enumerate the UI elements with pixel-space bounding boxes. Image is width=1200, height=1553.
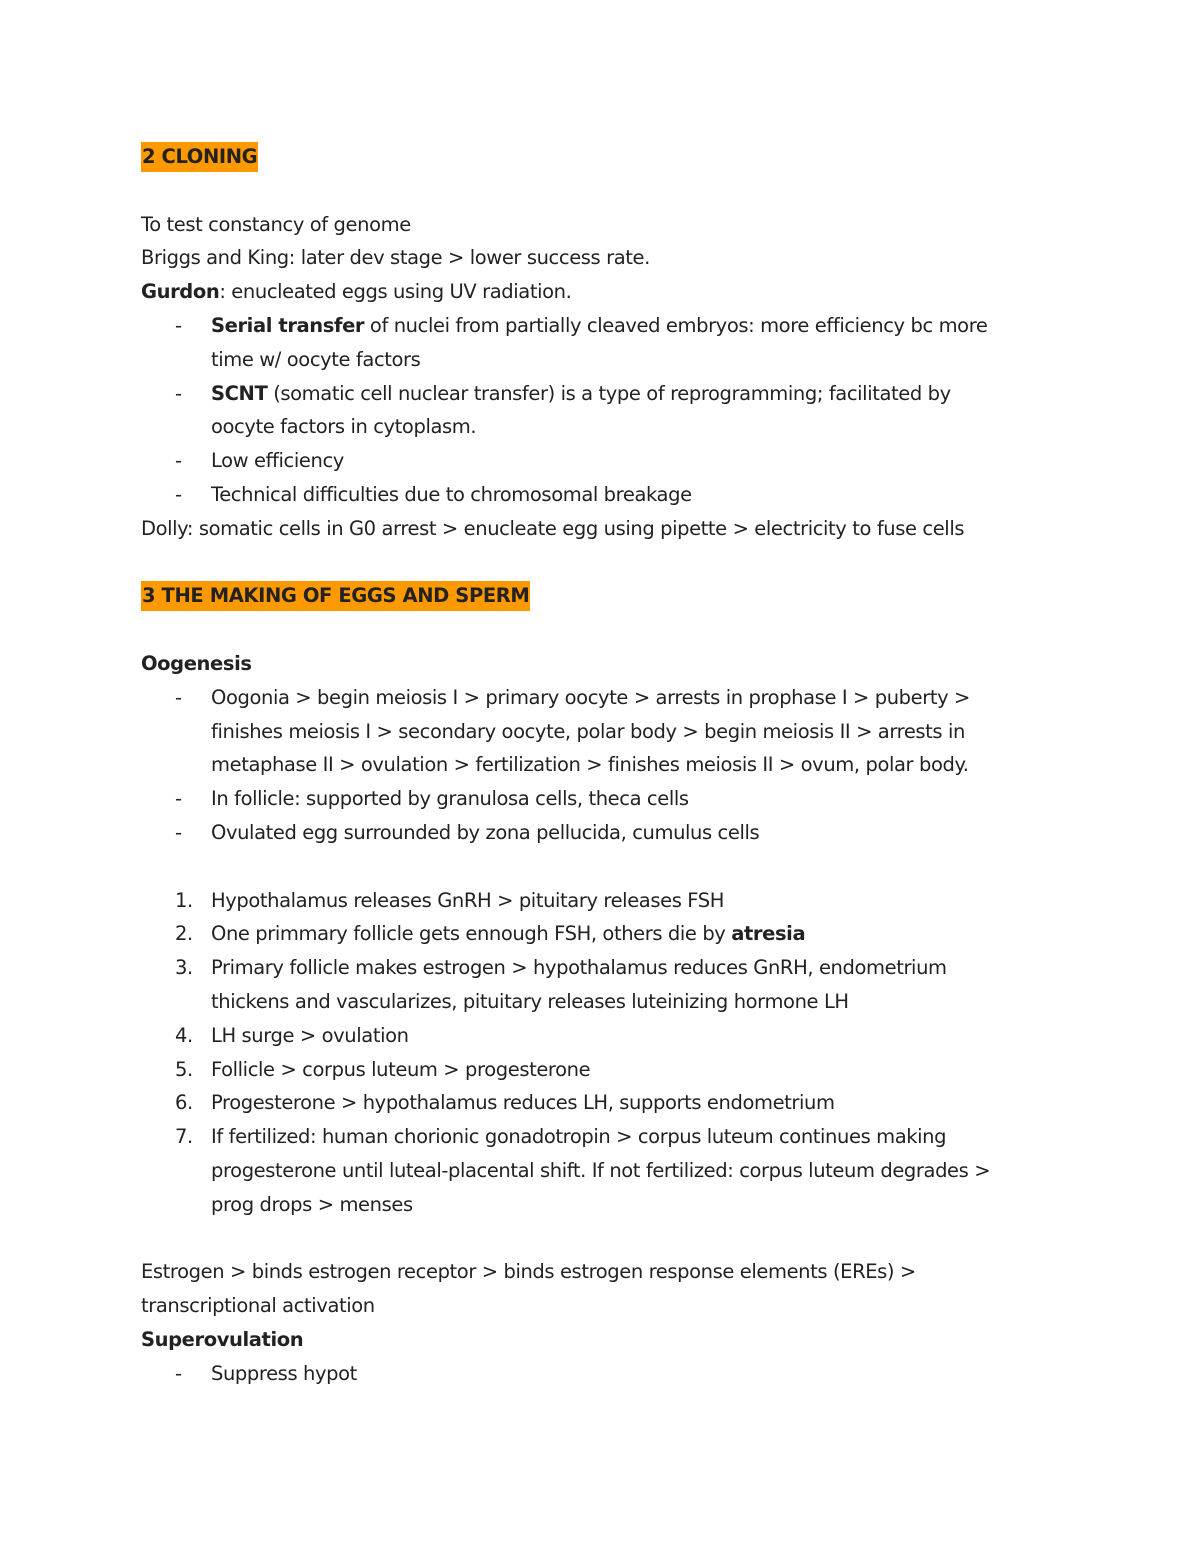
paragraph-estrogen-cont: transcriptional activation	[141, 1294, 375, 1318]
numbered-item: 5. Follicle > corpus luteum > progesterone	[141, 1053, 1061, 1087]
numbered-item: 2. One primmary follicle gets ennough FSH, others die by atresia	[141, 917, 1061, 951]
numbered-item: 3. Primary follicle makes estrogen > hypothalamus reduces GnRH, endometrium thickens and vascularizes, pituitary releases luteinizing hormone LH	[141, 951, 1061, 1019]
list-item: - Technical difficulties due to chromosomal breakage	[141, 478, 1061, 512]
section-heading-cloning: 2 CLONING	[141, 140, 1061, 174]
item-number: 4.	[175, 1023, 193, 1047]
item-number: 1.	[175, 888, 193, 912]
bullet-dash: -	[175, 381, 182, 405]
list-item: - Ovulated egg surrounded by zona pellucida, cumulus cells	[141, 816, 1061, 850]
document-body	[141, 140, 1061, 1390]
bullet-dash: -	[175, 787, 182, 811]
list-item: - Low efficiency	[141, 444, 1061, 478]
paragraph-gurdon: Gurdon: enucleated eggs using UV radiation.	[141, 280, 572, 304]
item-number: 2.	[175, 922, 193, 946]
numbered-item: 7. If fertilized: human chorionic gonadotropin > corpus luteum continues making progesterone until luteal-placental shift. If not fertilized: corpus luteum degrades > prog drops > menses	[141, 1120, 1061, 1221]
section-heading-eggs-sperm: 3 THE MAKING OF EGGS AND SPERM	[141, 579, 1061, 613]
paragraph-dolly: Dolly: somatic cells in G0 arrest > enucleate egg using pipette > electricity to fuse cells	[141, 516, 965, 540]
subheading-oogenesis: Oogenesis	[141, 651, 252, 675]
bullet-dash: -	[175, 685, 182, 709]
item-number: 5.	[175, 1057, 193, 1081]
paragraph-briggs-king: Briggs and King: later dev stage > lower success rate.	[141, 246, 650, 270]
list-item: - SCNT (somatic cell nuclear transfer) is a type of reprogramming; facilitated by oocyte factors in cytoplasm.	[141, 377, 1061, 445]
item-number: 3.	[175, 956, 193, 980]
bullet-dash: -	[175, 482, 182, 506]
bullet-dash: -	[175, 313, 182, 337]
list-item: - Oogonia > begin meiosis I > primary oocyte > arrests in prophase I > puberty > finishes meiosis I > secondary oocyte, polar body > begin meiosis II > arrests in metaphase II > ovulation > fertilization > finishes meiosis II > ovum, polar body.	[141, 681, 1061, 782]
item-number: 6.	[175, 1091, 193, 1115]
paragraph-intro: To test constancy of genome	[141, 212, 411, 236]
bullet-dash: -	[175, 1361, 182, 1385]
gurdon-label: Gurdon	[141, 280, 220, 304]
bullet-dash: -	[175, 820, 182, 844]
list-item: - In follicle: supported by granulosa cells, theca cells	[141, 782, 1061, 816]
list-item: - Serial transfer of nuclei from partially cleaved embryos: more efficiency bc more time w/ oocyte factors	[141, 309, 1061, 377]
item-number: 7.	[175, 1125, 193, 1149]
paragraph-estrogen: Estrogen > binds estrogen receptor > binds estrogen response elements (EREs) >	[141, 1260, 916, 1284]
subheading-superovulation: Superovulation	[141, 1327, 304, 1351]
numbered-item: 6. Progesterone > hypothalamus reduces LH, supports endometrium	[141, 1086, 1061, 1120]
numbered-item: 4. LH surge > ovulation	[141, 1019, 1061, 1053]
numbered-item: 1. Hypothalamus releases GnRH > pituitary releases FSH	[141, 884, 1061, 918]
bullet-dash: -	[175, 449, 182, 473]
list-item: - Suppress hypot	[141, 1357, 1061, 1391]
